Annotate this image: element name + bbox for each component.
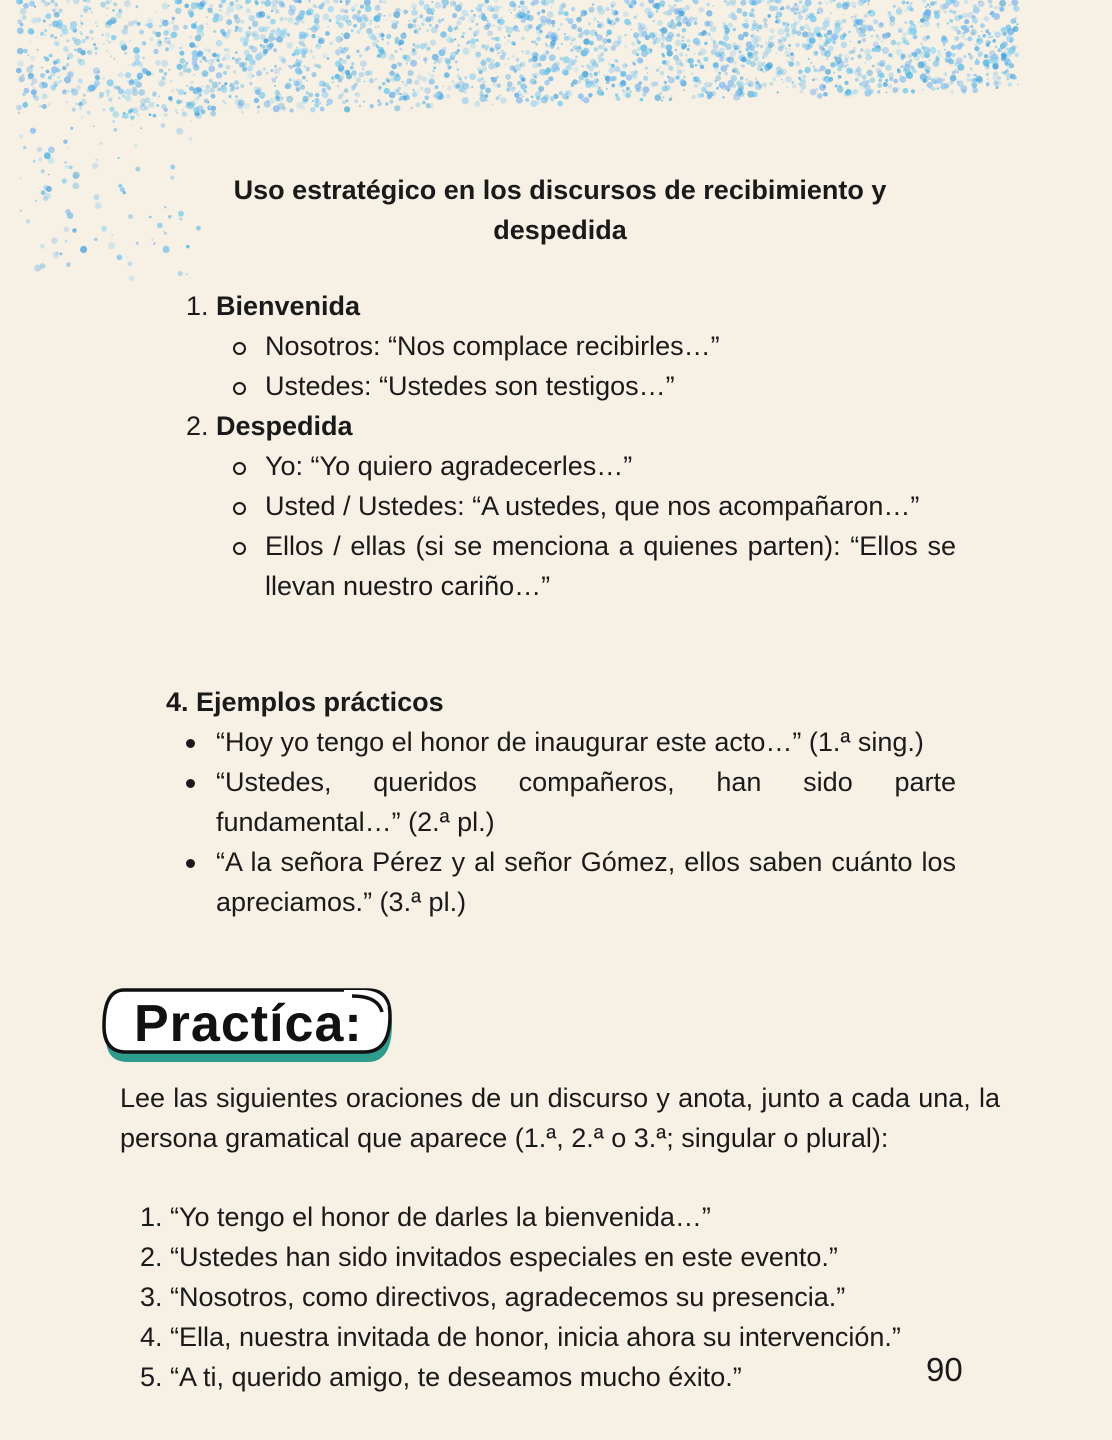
examples-heading: 4. Ejemplos prácticos [166,687,444,717]
heading-despedida: Despedida [216,411,353,441]
list-item: “Hoy yo tengo el honor de inaugurar este acto…” (1.ª sing.) [182,722,956,762]
practice-sentences [140,1197,1020,1397]
practice-instructions: Lee las siguientes oraciones de un discurso y anota, junto a cada una, la persona gramatical que aparece (1.ª, 2.ª o 3.ª; singular o plural): [120,1083,1000,1153]
despedida-list [186,446,956,606]
list-item: Ustedes: “Ustedes son testigos…” [230,366,956,406]
page-title: Uso estratégico en los discursos de recibimiento y despedida [233,175,887,245]
list-item: 3. “Nosotros, como directivos, agradecemos su presencia.” [140,1282,846,1312]
bienvenida-list [186,326,956,406]
heading-bienvenida: Bienvenida [216,291,361,321]
page-number: 90 [926,1351,963,1388]
usage-section [186,286,956,606]
list-item: 1. “Yo tengo el honor de darles la bienvenida…” [140,1202,711,1232]
watercolor-splash [0,0,1112,300]
examples-list [166,722,956,922]
numbered-block-2: 2. Despedida Yo: “Yo quiero agradecerles…” Usted / Ustedes: “A ustedes, que nos acompañaron…” Ellos / ellas (si se menciona a quienes parten): “Ellos se llevan nuestro cariño…” [186,406,956,606]
list-item: 4. “Ella, nuestra invitada de honor, inicia ahora su intervención.” [140,1322,901,1352]
numbered-block-1: 1. Bienvenida Nosotros: “Nos complace recibirles…” Ustedes: “Ustedes son testigos…” [186,286,956,406]
list-item: 2. “Ustedes han sido invitados especiales en este evento.” [140,1242,838,1272]
list-item: Ellos / ellas (si se menciona a quienes parten): “Ellos se llevan nuestro cariño…” [230,526,956,606]
practice-label: Practíca: [134,995,363,1053]
list-item: Nosotros: “Nos complace recibirles…” [230,326,956,366]
practice-badge [102,986,392,1066]
list-item: “A la señora Pérez y al señor Gómez, ellos saben cuánto los apreciamos.” (3.ª pl.) [182,842,956,922]
list-item: 5. “A ti, querido amigo, te deseamos mucho éxito.” [140,1362,742,1392]
list-item: “Ustedes, queridos compañeros, han sido parte fundamental…” (2.ª pl.) [182,762,956,842]
list-item: Yo: “Yo quiero agradecerles…” [230,446,956,486]
examples-section [166,682,956,922]
list-item: Usted / Ustedes: “A ustedes, que nos acompañaron…” [230,486,956,526]
